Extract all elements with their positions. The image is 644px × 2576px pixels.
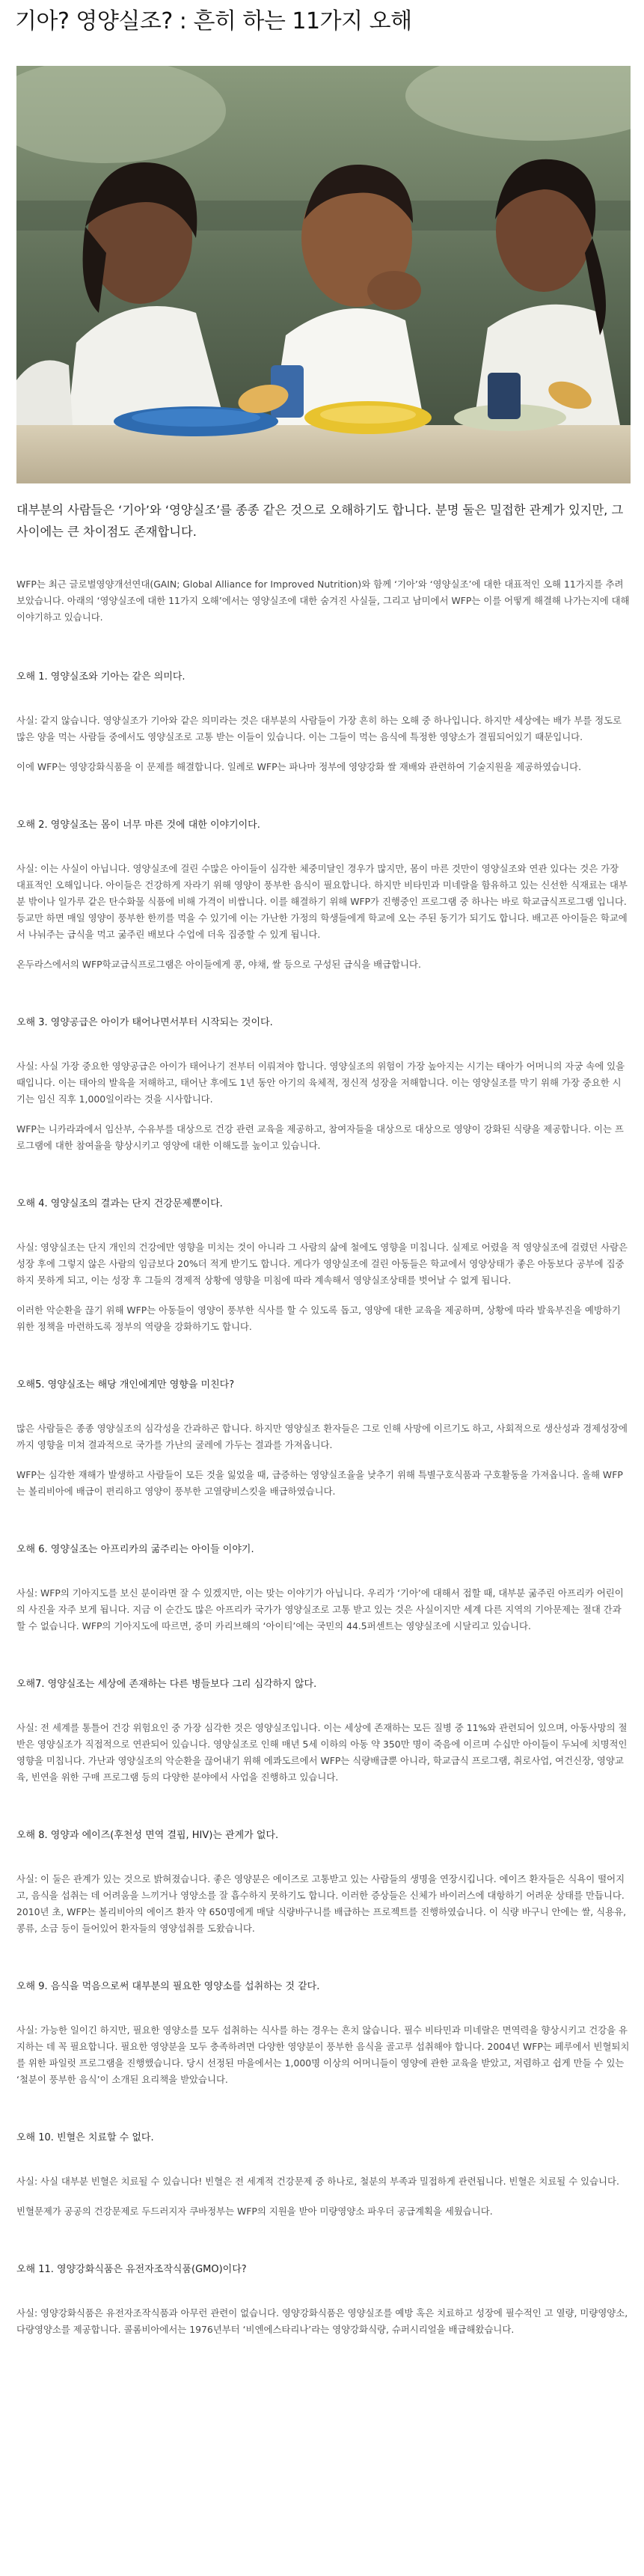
myth-heading: 오해 11. 영양강화식품은 유전자조작식품(GMO)이다? [16, 2264, 247, 2275]
myth-paragraph: 사실: 사실 가장 중요한 영양공급은 아이가 태어나기 전부터 이뤄져야 합니다. 영양실조의 위험이 가장 높아지는 시기는 태아가 어머니의 자궁 속에 있을 때입니다. 이는 태아의 발육을 저해하고, 태어난 후에도 1년 동안 아기의 육체적, 정신적 성장을 저해합니다. 이는 영양실조를 막기 위해 가장 중요한 시기는 임신 직후 1,000일이라는 것을 시사합니다. [16, 1060, 625, 1105]
myth-paragraph: 사실: 같지 않습니다. 영양실조가 기아와 같은 의미라는 것은 대부분의 사람들이 가장 흔히 하는 오해 중 하나입니다. 하지만 세상에는 배가 부를 정도로 많은 양을 먹는 사람들 중에서도 영양실조로 고통 받는 이들이 있습니다. 이는 그들이 먹는 음식에 특정한 영양소가 결핍되어있기 때문입니다. [16, 715, 622, 742]
myth-section-9 [16, 1979, 630, 2088]
myth-section-1 [16, 669, 630, 775]
myth-paragraph: 온두라스에서의 WFP학교급식프로그램은 아이들에게 콩, 야채, 쌀 등으로 구성된 급식을 배급합니다. [16, 959, 421, 970]
hero-photo [16, 66, 631, 483]
myth-heading: 오해 9. 음식을 먹음으로써 대부분의 필요한 영양소를 섭취하는 것 같다. [16, 1981, 320, 1992]
myth-heading: 오해 10. 빈혈은 치료할 수 없다. [16, 2132, 154, 2143]
myth-paragraph: WFP는 니카라과에서 임산부, 수유부를 대상으로 건강 관련 교육을 제공하고, 참여자들을 대상으로 대상으로 영양이 강화된 식량을 제공합니다. 이는 프로그램에 대한 참여율을 향상시키고 영양에 대한 이해도를 높이고 있습니다. [16, 1123, 624, 1151]
myth-paragraph: 사실: 사실 대부분 빈혈은 치료될 수 있습니다! 빈혈은 전 세계적 건강문제 중 하나로, 철분의 부족과 밀접하게 관련됩니다. 빈혈은 치료될 수 있습니다. [16, 2176, 619, 2187]
myth-paragraph: 이러한 악순환을 끊기 위해 WFP는 아동들이 영양이 풍부한 식사를 할 수 있도록 돕고, 영양에 대한 교육을 제공하며, 상황에 따라 발육부진을 예방하기 위한 정책을 마련하도록 정부의 역량을 강화하기도 합니다. [16, 1304, 621, 1332]
myth-paragraph: 사실: 가능한 일이긴 하지만, 필요한 영양소를 모두 섭취하는 식사를 하는 경우는 흔치 않습니다. 필수 비타민과 미네랄은 면역력을 향상시키고 건강을 유지하는 데 꼭 필요합니다. 필요한 영양분을 모두 충족하려면 다양한 영양분이 풍부한 음식을 골고루 섭취해야 합니다. 2004년 WFP는 페루에서 빈혈퇴치를 위한 파일럿 프로그램을 진행했습니다. 당시 선정된 마을에서는 1,000명 이상의 어머니들이 영양에 관한 교육을 받았고, 저렴하고 쉽게 만들 수 있는 ‘철분이 풍부한 음식’이 소개된 요리책을 받았습니다. [16, 2024, 630, 2085]
myth-heading: 오해 4. 영양실조의 결과는 단지 건강문제뿐이다. [16, 1198, 223, 1209]
myth-section-2 [16, 817, 630, 973]
myth-paragraph: 이에 WFP는 영양강화식품을 이 문제를 해결합니다. 일례로 WFP는 파나마 정부에 영양강화 쌀 재배와 관련하여 기술지원을 제공하였습니다. [16, 761, 582, 772]
article-body [16, 576, 630, 2380]
myth-section-6 [16, 1542, 630, 1635]
myth-heading: 오해 6. 영양실조는 아프리카의 굶주리는 아이들 이야기. [16, 1544, 254, 1555]
myth-section-5 [16, 1377, 630, 1500]
myth-section-4 [16, 1196, 630, 1335]
myth-section-8 [16, 1828, 630, 1937]
myth-paragraph: 사실: 영양실조는 단지 개인의 건강에만 영향을 미치는 것이 아니라 그 사람의 삶에 철에도 영향을 미칩니다. 실제로 어렸을 적 영양실조에 걸렸던 사람은 성장 후에 그렇지 않은 사람의 임금보다 20%더 적게 받기도 합니다. 게다가 영양실조에 걸린 아동들은 학교에서 영양상태가 좋은 아동보다 공부에 집중하지 못하게 되고, 이는 성장 후 그들의 경제적 상황에 영향을 미침에 따라 계속해서 영양실조상태를 벗어날 수 없게 됩니다. [16, 1242, 628, 1286]
myth-heading: 오해 2. 영양실조는 몸이 너무 마른 것에 대한 이야기이다. [16, 820, 260, 831]
myth-paragraph: 사실: 이 둘은 관계가 있는 것으로 밝혀졌습니다. 좋은 영양분은 에이즈로 고통받고 있는 사람들의 생명을 연장시킵니다. 에이즈 환자들은 식욕이 떨어지고, 음식을 섭취는 데 어려움을 느끼거나 영양소를 잘 흡수하지 못하기도 합니다. 이러한 증상들은 신체가 바이러스에 대항하기 어려운 상태를 만듭니다. 2010년 초, WFP는 볼리비아의 에이즈 환자 약 650명에게 매달 식량바구니를 배급하는 프로젝트를 진행하였습니다. 이 식량 바구니 안에는 쌀, 식용유, 콩류, 소금 등이 들어있어 환자들의 영양섭취를 도왔습니다. [16, 1873, 627, 1934]
myth-paragraph: 사실: 영양강화식품은 유전자조작식품과 아무런 관련이 없습니다. 영양강화식품은 영양실조를 예방 혹은 치료하고 성장에 필수적인 고 열량, 미량영양소, 다량영양소를 제공합니다. 콜롬비아에서는 1976년부터 ‘비엔에스타리나’라는 영양강화식량, 슈퍼시리얼을 배급해왔습니다. [16, 2307, 628, 2335]
intro-paragraph: WFP는 최근 글로벌영양개선연대(GAIN; Global Alliance for Improved Nutrition)와 함께 ‘기아’와 ‘영양실조’에 대한 대표적인 오해 11가지를 추려보았습니다. 아래의 ‘영양실조에 대한 11가지 오해’에서는 영양실조에 대한 숨겨진 사실들, 그리고 남미에서 WFP는 이를 어떻게 해결해 나가는지에 대해 이야기하고 있습니다. [16, 579, 630, 623]
myth-paragraph: 많은 사람들은 종종 영양실조의 심각성을 간과하곤 합니다. 하지만 영양실조 환자들은 그로 인해 사망에 이르기도 하고, 사회적으로 생산성과 경제성장에까지 영향을 미쳐 결과적으로 국가를 가난의 굴레에 가두는 결과를 가져옵니다. [16, 1423, 628, 1450]
myth-heading: 오해 1. 영양실조와 기아는 같은 의미다. [16, 671, 185, 683]
myth-section-7 [16, 1676, 630, 1786]
myth-heading: 오해7. 영양실조는 세상에 존재하는 다른 병들보다 그리 심각하지 않다. [16, 1679, 317, 1690]
myth-paragraph: 빈혈문제가 공공의 건강문제로 두드러지자 쿠바정부는 WFP의 지원을 받아 미량영양소 파우더 공급계획을 세웠습니다. [16, 2206, 493, 2217]
lead-paragraph: 대부분의 사람들은 ‘기아’와 ‘영양실조’를 종종 같은 것으로 오해하기도 합니다. 분명 둘은 밀접한 관계가 있지만, 그 사이에는 큰 차이점도 존재합니다. [16, 503, 624, 539]
myth-section-10 [16, 2130, 630, 2220]
myth-paragraph: WFP는 심각한 재해가 발생하고 사람들이 모든 것을 잃었을 때, 급증하는 영양실조율을 낮추기 위해 특별구호식품과 구호활동을 가져옵니다. 올해 WFP는 볼리비아에 배급이 편리하고 영양이 풍부한 고열량비스킷을 배급하였습니다. [16, 1469, 623, 1497]
myth-paragraph: 사실: WFP의 기아지도를 보신 분이라면 잘 수 있겠지만, 이는 맞는 이야기가 아닙니다. 우리가 ‘기아’에 대해서 접할 때, 대부분 굶주린 아프리카 어린이의 사진을 자주 보게 됩니다. 지금 이 순간도 많은 아프리카 국가가 영양실조로 고통 받고 있는 것은 사실이지만 세계 다른 지역의 기아문제는 절대 간과할 수 없습니다. WFP의 기아지도에 따르면, 중미 카리브해의 ‘아이티’에는 국민의 44.5퍼센트는 영양실조에 시달리고 있습니다. [16, 1587, 624, 1632]
page-title: 기아? 영양실조? : 흔히 하는 11가지 오해 [15, 8, 412, 34]
myth-heading: 오해 3. 영양공급은 아이가 태어나면서부터 시작되는 것이다. [16, 1017, 273, 1028]
myth-heading: 오해5. 영양실조는 해당 개인에게만 영향을 미친다? [16, 1379, 235, 1391]
myth-paragraph: 사실: 이는 사실이 아닙니다. 영양실조에 걸린 수많은 아이들이 심각한 체중미달인 경우가 많지만, 몸이 마른 것만이 영양실조와 연관 있다는 것은 가장 대표적인 오해입니다. 아이들은 건강하게 자라기 위해 영양이 풍부한 음식이 필요합니다. 하지만 비타민과 미네랄을 함유하고 있는 신선한 식재료는 대부분 밖이나 일가루 같은 탄수화물 식품에 비해 가격이 비쌉니다. 이를 해결하기 위해 WFP가 진행중인 프로그램 중 하나는 바로 학교급식프로그램 입니다. 등교만 하면 매일 영양이 풍부한 한끼를 먹을 수 있기에 이는 가난한 가정의 학생들에게 학교에 오는 주된 동기가 되기도 합니다. 배고픈 아이들은 학교에서 나눠주는 급식을 먹고 굶주린 배보다 수업에 더욱 집중할 수 있게 됩니다. [16, 863, 628, 940]
myth-heading: 오해 8. 영양과 에이즈(후천성 면역 결핍, HIV)는 관계가 없다. [16, 1830, 279, 1841]
myth-section-3 [16, 1015, 630, 1154]
myth-paragraph: 사실: 전 세계를 통틀어 건강 위험요인 중 가장 심각한 것은 영양실조입니다. 이는 세상에 존재하는 모든 질병 중 11%와 관련되어 있으며, 아동사망의 절반은 영양실조가 직접적으로 연관되어 있습니다. 영양실조로 인해 매년 5세 이하의 아동 약 350만 명이 죽음에 이르며 수십만 아이들이 두뇌에 치명적인 영향을 미칩니다. 가난과 영양실조의 악순환을 끊어내기 위해 에콰도르에서 WFP는 식량배급뿐 아니라, 학교급식 프로그램, 취로사업, 여건신장, 영양교육, 빈연을 위한 구매 프로그램 등의 다양한 분야에서 사업을 진행하고 있습니다. [16, 1722, 628, 1783]
myth-section-11 [16, 2262, 630, 2338]
children-eating-photo [16, 66, 631, 483]
